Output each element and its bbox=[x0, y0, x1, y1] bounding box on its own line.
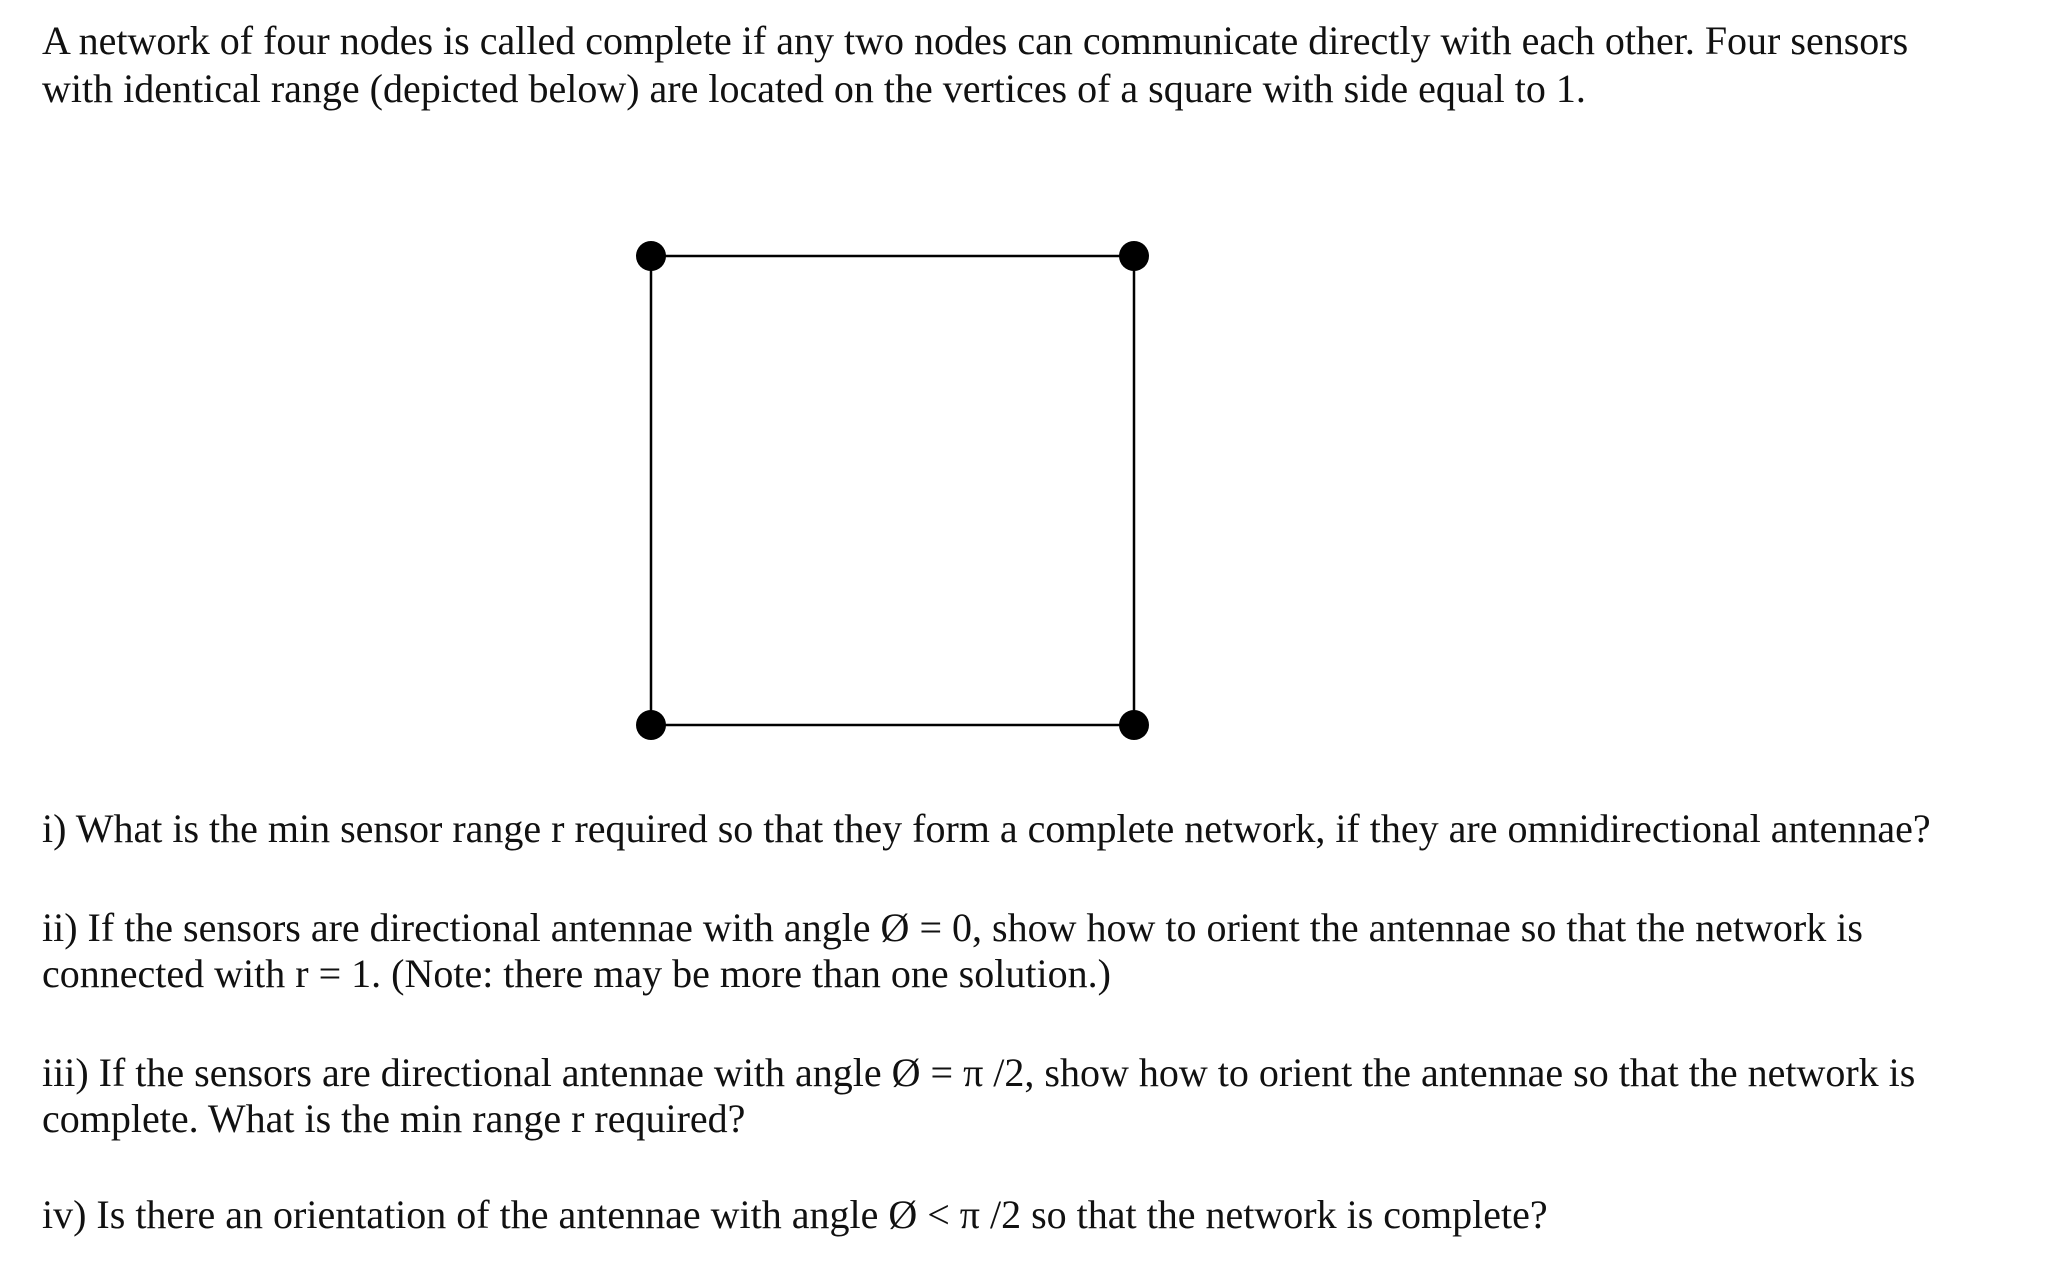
question-2-line-2: connected with r = 1. (Note: there may be more than one solution.) bbox=[42, 951, 1111, 996]
sensor-node-top-right bbox=[1119, 241, 1149, 271]
question-2-line-1: ii) If the sensors are directional antennae with angle Ø = 0, show how to orient the antennae so that the network is bbox=[42, 905, 1863, 950]
intro-text-line-1: A network of four nodes is called complete if any two nodes can communicate directly with each other. Four sensors bbox=[42, 18, 1909, 63]
question-3-line-1: iii) If the sensors are directional antennae with angle Ø = π /2, show how to orient the antennae so that the network is bbox=[42, 1050, 1916, 1095]
intro-text-line-2: with identical range (depicted below) are located on the vertices of a square with side equal to 1. bbox=[42, 66, 1586, 111]
sensor-node-top-left bbox=[636, 241, 666, 271]
question-4: iv) Is there an orientation of the antennae with angle Ø < π /2 so that the network is complete? bbox=[42, 1192, 1548, 1237]
question-1: i) What is the min sensor range r required so that they form a complete network, if they are omnidirectional antennae? bbox=[42, 806, 1931, 851]
sensor-node-bottom-left bbox=[636, 710, 666, 740]
question-3-line-2: complete. What is the min range r required? bbox=[42, 1096, 746, 1141]
sensor-node-bottom-right bbox=[1119, 710, 1149, 740]
